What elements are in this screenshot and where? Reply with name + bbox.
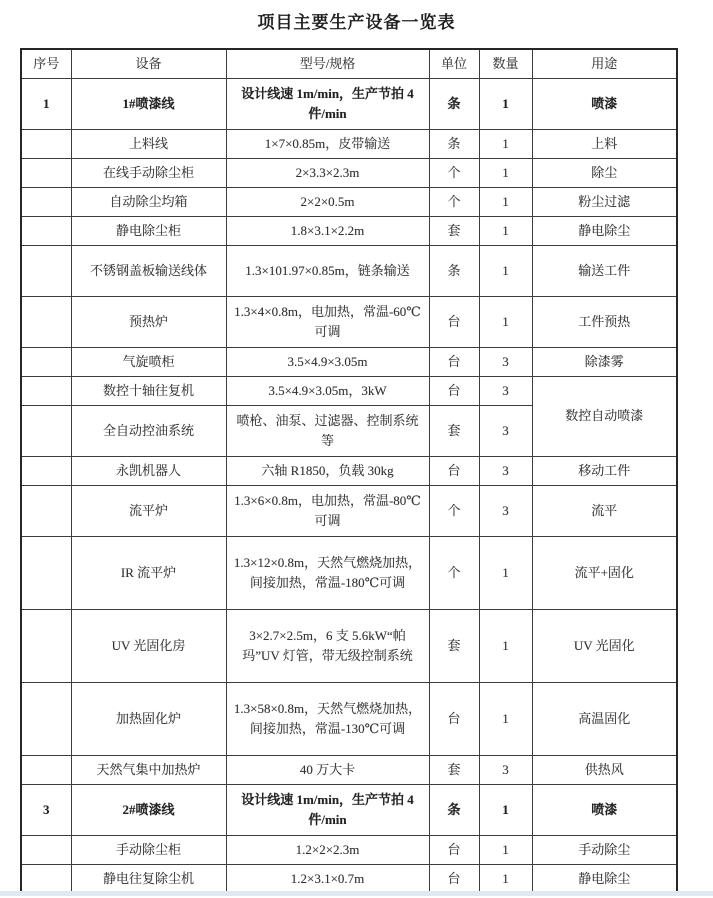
table-row — [21, 297, 677, 348]
page-bottom-strip — [0, 891, 713, 896]
row-number — [21, 188, 71, 217]
device-name: 自动除尘均箱 — [71, 188, 226, 217]
table-row — [21, 486, 677, 537]
device-name: 永凯机器人 — [71, 457, 226, 486]
purpose: 移动工件 — [532, 457, 677, 486]
row-number — [21, 683, 71, 756]
quantity: 1 — [479, 865, 532, 895]
device-name: IR 流平炉 — [71, 537, 226, 610]
device-name: 静电除尘柜 — [71, 217, 226, 246]
purpose: 除尘 — [532, 159, 677, 188]
model-spec: 1.3×58×0.8m，天然气燃烧加热，间接加热，常温-130℃可调 — [226, 683, 429, 756]
row-number — [21, 756, 71, 785]
unit: 套 — [429, 406, 479, 457]
device-name: 流平炉 — [71, 486, 226, 537]
quantity: 3 — [479, 348, 532, 377]
row-number — [21, 348, 71, 377]
table-row — [21, 377, 677, 406]
model-spec: 3.5×4.9×3.05m，3kW — [226, 377, 429, 406]
purpose: 喷漆 — [532, 79, 677, 130]
model-spec: 1.3×6×0.8m，电加热，常温-80℃可调 — [226, 486, 429, 537]
table-row — [21, 79, 677, 130]
quantity: 1 — [479, 683, 532, 756]
row-number — [21, 537, 71, 610]
model-spec: 2×3.3×2.3m — [226, 159, 429, 188]
row-number — [21, 130, 71, 159]
unit: 台 — [429, 457, 479, 486]
unit: 个 — [429, 188, 479, 217]
device-name: 2#喷漆线 — [71, 785, 226, 836]
unit: 台 — [429, 683, 479, 756]
device-name: 预热炉 — [71, 297, 226, 348]
quantity: 1 — [479, 159, 532, 188]
model-spec: 六轴 R1850，负载 30kg — [226, 457, 429, 486]
device-name: 静电往复除尘机 — [71, 865, 226, 895]
purpose: 流平+固化 — [532, 537, 677, 610]
model-spec: 1.2×3.1×0.7m — [226, 865, 429, 895]
quantity: 1 — [479, 188, 532, 217]
column-header: 数量 — [479, 49, 532, 79]
quantity: 1 — [479, 297, 532, 348]
device-name: 全自动控油系统 — [71, 406, 226, 457]
row-number — [21, 610, 71, 683]
row-number — [21, 159, 71, 188]
model-spec: 设计线速 1m/min，生产节拍 4 件/min — [226, 79, 429, 130]
quantity: 3 — [479, 457, 532, 486]
model-spec: 喷枪、油泵、过滤器、控制系统等 — [226, 406, 429, 457]
device-name: 在线手动除尘柜 — [71, 159, 226, 188]
purpose: 静电除尘 — [532, 865, 677, 895]
unit: 套 — [429, 610, 479, 683]
device-name: 加热固化炉 — [71, 683, 226, 756]
row-number: 1 — [21, 79, 71, 130]
quantity: 3 — [479, 756, 532, 785]
row-number — [21, 406, 71, 457]
unit: 台 — [429, 865, 479, 895]
unit: 条 — [429, 246, 479, 297]
equipment-table — [20, 48, 678, 895]
purpose: 工件预热 — [532, 297, 677, 348]
purpose: 高温固化 — [532, 683, 677, 756]
table-row — [21, 217, 677, 246]
purpose: 粉尘过滤 — [532, 188, 677, 217]
table-row — [21, 130, 677, 159]
model-spec: 1×7×0.85m，皮带输送 — [226, 130, 429, 159]
purpose: 手动除尘 — [532, 836, 677, 865]
unit: 台 — [429, 297, 479, 348]
model-spec: 40 万大卡 — [226, 756, 429, 785]
row-number — [21, 457, 71, 486]
table-row — [21, 683, 677, 756]
quantity: 1 — [479, 130, 532, 159]
purpose: 输送工件 — [532, 246, 677, 297]
model-spec: 1.3×101.97×0.85m，链条输送 — [226, 246, 429, 297]
table-row — [21, 610, 677, 683]
unit: 套 — [429, 756, 479, 785]
row-number — [21, 377, 71, 406]
model-spec: 1.8×3.1×2.2m — [226, 217, 429, 246]
table-row — [21, 836, 677, 865]
table-row — [21, 756, 677, 785]
quantity: 3 — [479, 486, 532, 537]
quantity: 1 — [479, 246, 532, 297]
table-row — [21, 537, 677, 610]
column-header: 单位 — [429, 49, 479, 79]
model-spec: 3.5×4.9×3.05m — [226, 348, 429, 377]
table-row — [21, 865, 677, 895]
model-spec: 2×2×0.5m — [226, 188, 429, 217]
quantity: 3 — [479, 406, 532, 457]
purpose: 喷漆 — [532, 785, 677, 836]
unit: 条 — [429, 79, 479, 130]
device-name: UV 光固化房 — [71, 610, 226, 683]
quantity: 1 — [479, 217, 532, 246]
quantity: 1 — [479, 537, 532, 610]
row-number — [21, 246, 71, 297]
table-row — [21, 188, 677, 217]
quantity: 1 — [479, 610, 532, 683]
purpose: 除漆雾 — [532, 348, 677, 377]
unit: 套 — [429, 217, 479, 246]
purpose: UV 光固化 — [532, 610, 677, 683]
column-header: 设备 — [71, 49, 226, 79]
device-name: 数控十轴往复机 — [71, 377, 226, 406]
device-name: 天然气集中加热炉 — [71, 756, 226, 785]
row-number — [21, 217, 71, 246]
model-spec: 1.2×2×2.3m — [226, 836, 429, 865]
purpose: 流平 — [532, 486, 677, 537]
table-row — [21, 785, 677, 836]
table-header-row — [21, 49, 677, 79]
purpose: 上料 — [532, 130, 677, 159]
quantity: 1 — [479, 836, 532, 865]
model-spec: 1.3×4×0.8m，电加热，常温-60℃可调 — [226, 297, 429, 348]
row-number — [21, 297, 71, 348]
column-header: 型号/规格 — [226, 49, 429, 79]
row-number — [21, 865, 71, 895]
unit: 条 — [429, 130, 479, 159]
purpose: 数控自动喷漆 — [532, 377, 677, 457]
page-title: 项目主要生产设备一览表 — [257, 13, 456, 32]
unit: 个 — [429, 159, 479, 188]
unit: 台 — [429, 836, 479, 865]
unit: 个 — [429, 537, 479, 610]
row-number — [21, 486, 71, 537]
table-row — [21, 246, 677, 297]
device-name: 气旋喷柜 — [71, 348, 226, 377]
model-spec: 3×2.7×2.5m，6 支 5.6kW“帕玛”UV 灯管，带无级控制系统 — [226, 610, 429, 683]
quantity: 3 — [479, 377, 532, 406]
device-name: 不锈钢盖板输送线体 — [71, 246, 226, 297]
table-row — [21, 348, 677, 377]
row-number: 3 — [21, 785, 71, 836]
unit: 条 — [429, 785, 479, 836]
unit: 个 — [429, 486, 479, 537]
device-name: 1#喷漆线 — [71, 79, 226, 130]
column-header: 用途 — [532, 49, 677, 79]
unit: 台 — [429, 348, 479, 377]
quantity: 1 — [479, 785, 532, 836]
model-spec: 设计线速 1m/min，生产节拍 4 件/min — [226, 785, 429, 836]
table-row — [21, 457, 677, 486]
device-name: 手动除尘柜 — [71, 836, 226, 865]
device-name: 上料线 — [71, 130, 226, 159]
purpose: 静电除尘 — [532, 217, 677, 246]
unit: 台 — [429, 377, 479, 406]
purpose: 供热风 — [532, 756, 677, 785]
table-row — [21, 159, 677, 188]
column-header: 序号 — [21, 49, 71, 79]
model-spec: 1.3×12×0.8m，天然气燃烧加热，间接加热，常温-180℃可调 — [226, 537, 429, 610]
quantity: 1 — [479, 79, 532, 130]
row-number — [21, 836, 71, 865]
